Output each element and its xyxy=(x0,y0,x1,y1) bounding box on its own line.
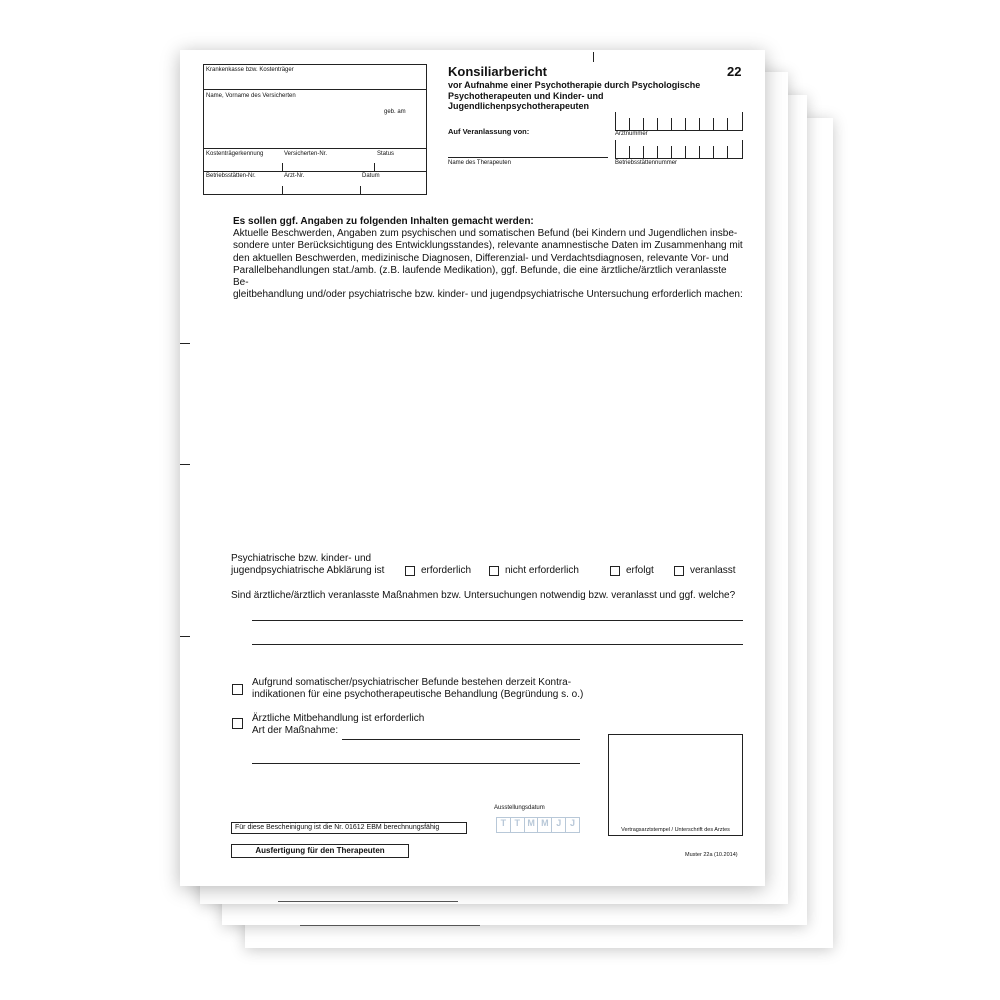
mitbehandlung-line-2: Art der Maßnahme: xyxy=(252,725,339,737)
versicherten-nr-label: Versicherten-Nr. xyxy=(284,151,328,157)
report-text-area[interactable] xyxy=(233,295,743,545)
bs-tick-2 xyxy=(360,186,361,195)
massnahme-line-1[interactable] xyxy=(342,739,580,740)
contra-text xyxy=(252,677,583,701)
fold-mark-1 xyxy=(180,343,190,344)
stamp-label: Vertragsarztstempel / Unterschrift des Arztes xyxy=(621,827,730,833)
name-label: Name, Vorname des Versicherten xyxy=(206,93,296,99)
psych-label-line-1: Psychiatrische bzw. kinder- und xyxy=(231,553,372,564)
instructions-line-3: den aktuellen Beschwerden, medizinische Diagnosen, Differenzial- und Verdachtsdiagnosen, relevante Vor- und xyxy=(233,252,729,264)
form-number: 22 xyxy=(727,64,742,79)
therapeut-label: Name des Therapeuten xyxy=(448,160,511,166)
date-year-2: J xyxy=(570,818,576,828)
instructions-line-4: Parallelbehandlungen stat./amb. (z.B. laufende Medikation), ggf. Befunde, die eine ärztliche/ärztlich veranlasste Be- xyxy=(233,264,727,289)
checkbox-mitbehandlung[interactable] xyxy=(232,718,243,729)
instructions-block xyxy=(233,216,743,301)
copy-label: Ausfertigung für den Therapeuten xyxy=(231,844,409,858)
psych-label xyxy=(231,553,384,577)
instructions-line-2: sondere unter Berücksichtigung des Entwicklungsstandes), relevante anamnestische Daten im Zusammenhang mit xyxy=(233,240,743,252)
veranlassung-label: Auf Veranlassung von: xyxy=(448,127,530,136)
billing-note: Für diese Bescheinigung ist die Nr. 01612 EBM berechnungsfähig xyxy=(231,822,467,834)
measures-question: Sind ärztliche/ärztlich veranlasste Maßnahmen bzw. Untersuchungen notwendig bzw. veranlasst und ggf. welche? xyxy=(231,590,736,601)
bsnr-label: Betriebsstättennummer xyxy=(615,160,678,166)
kk-tick-2 xyxy=(374,163,375,171)
checkbox-erfolgt[interactable] xyxy=(610,566,620,576)
label-nicht-erforderlich: nicht erforderlich xyxy=(505,565,579,576)
form-sheet xyxy=(180,50,765,886)
bsnr-field[interactable] xyxy=(615,140,743,159)
kasse-label: Krankenkasse bzw. Kostenträger xyxy=(206,67,294,73)
patient-header-box xyxy=(203,64,427,195)
mitbehandlung-text xyxy=(252,713,424,737)
form-subtitle xyxy=(448,80,700,112)
date-day-1: T xyxy=(497,818,511,832)
geb-label: geb. am xyxy=(384,109,406,115)
datum-label: Datum xyxy=(362,173,380,179)
measures-line-2[interactable] xyxy=(252,644,743,645)
therapeut-line[interactable] xyxy=(448,157,608,158)
date-month-1: M xyxy=(525,818,539,832)
label-erfolgt: erfolgt xyxy=(626,565,654,576)
psych-label-line-2: jugendpsychiatrische Abklärung ist xyxy=(231,565,385,577)
kk-divider xyxy=(204,171,426,172)
contra-line-1: Aufgrund somatischer/psychiatrischer Befunde bestehen derzeit Kontra- xyxy=(252,677,572,688)
subtitle-line-3: Jugendlichenpsychotherapeuten xyxy=(448,101,590,111)
checkbox-erforderlich[interactable] xyxy=(405,566,415,576)
date-day-2: T xyxy=(511,818,525,832)
muster-label: Muster 22a (10.2014) xyxy=(685,852,738,858)
subtitle-line-2: Psychotherapeuten und Kinder- und xyxy=(448,90,604,101)
checkbox-nicht-erforderlich[interactable] xyxy=(489,566,499,576)
fold-mark-3 xyxy=(180,636,190,637)
back-sheet-1-line xyxy=(278,901,458,902)
kk-tick-1 xyxy=(282,163,283,171)
kasse-divider xyxy=(204,89,426,90)
arzt-nr-label: Arzt-Nr. xyxy=(284,173,305,179)
label-erforderlich: erforderlich xyxy=(421,565,472,576)
subtitle-line-1: vor Aufnahme einer Psychotherapie durch Psychologische xyxy=(448,80,701,90)
ausstellungsdatum-field[interactable] xyxy=(496,817,580,833)
checkbox-veranlasst[interactable] xyxy=(674,566,684,576)
ausstellungsdatum-label: Ausstellungsdatum xyxy=(494,805,545,811)
checkbox-kontraindikation[interactable] xyxy=(232,684,243,695)
name-divider xyxy=(204,148,426,149)
instructions-line-1: Aktuelle Beschwerden, Angaben zum psychischen und somatischen Befund (bei Kindern und Jugendlichen insbe- xyxy=(233,228,738,240)
back-sheet-2-line xyxy=(300,925,480,926)
mitbehandlung-line-1: Ärztliche Mitbehandlung ist erforderlich xyxy=(252,713,425,724)
bs-tick-1 xyxy=(282,186,283,195)
betriebsstaetten-nr-label: Betriebsstätten-Nr. xyxy=(206,173,256,179)
form-title: Konsiliarbericht xyxy=(448,64,547,79)
date-year-1: J xyxy=(552,818,566,832)
status-label: Status xyxy=(377,151,395,157)
top-fold-mark xyxy=(593,52,594,62)
arztnummer-label: Arztnummer xyxy=(615,131,648,137)
arztnummer-field[interactable] xyxy=(615,112,743,131)
contra-line-2: indikationen für eine psychotherapeutische Behandlung (Begründung s. o.) xyxy=(252,689,584,701)
kostentraegerkennung-label: Kostenträgerkennung xyxy=(206,151,264,157)
fold-mark-2 xyxy=(180,464,190,465)
instructions-heading: Es sollen ggf. Angaben zu folgenden Inhalten gemacht werden: xyxy=(233,216,534,227)
measures-line-1[interactable] xyxy=(252,620,743,621)
label-veranlasst: veranlasst xyxy=(690,565,736,576)
instructions-line-5: gleitbehandlung und/oder psychiatrische bzw. kinder- und jugendpsychiatrische Untersuchung erforderlich machen: xyxy=(233,289,743,301)
stamp-signature-box[interactable] xyxy=(608,734,743,836)
date-month-2: M xyxy=(538,818,552,832)
massnahme-line-2[interactable] xyxy=(252,763,580,764)
